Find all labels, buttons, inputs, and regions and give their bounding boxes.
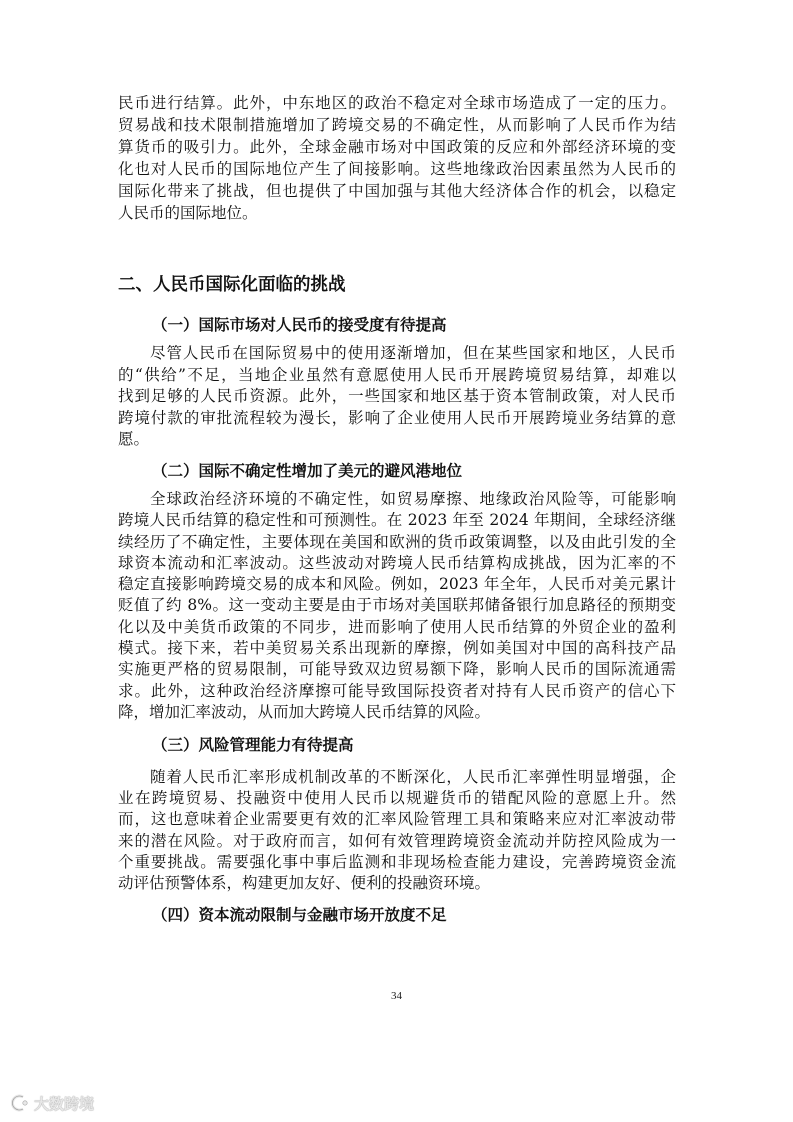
paragraph-line: 算货币的吸引力。此外，全球金融市场对中国政策的反应和外部经济环境的变 [118, 138, 676, 156]
paragraph-line: 续经历了不确定性，主要体现在美国和欧洲的货币政策调整，以及由此引发的全 [118, 532, 676, 551]
subsection-heading-3: （三）风险管理能力有待提高 [152, 736, 354, 754]
paragraph-line: 找到足够的人民币资源。此外，一些国家和地区基于资本管制政策，对人民币 [118, 387, 676, 405]
paragraph-line: 随着人民币汇率形成机制改革的不断深化，人民币汇率弹性明显增强，企 [150, 768, 676, 786]
paragraph-line: 实施更严格的贸易限制，可能导致双边贸易额下降，影响人民币的国际流通需 [118, 660, 676, 679]
paragraph-line: 的“供给”不足，当地企业虽然有意愿使用人民币开展跨境贸易结算，却难以 [118, 365, 676, 384]
paragraph-line: 业在跨境贸易、投融资中使用人民币以规避货币的错配风险的意愿上升。然 [118, 789, 676, 808]
paragraph-line: 贬值了约 8%。这一变动主要是由于市场对美国联邦储备银行加息路径的预期变 [118, 596, 676, 615]
page-number: 34 [391, 990, 402, 1002]
paragraph-subsection-1 [118, 343, 676, 451]
paragraph-line: 降，增加汇率波动，从而加大跨境人民币结算的风险。 [118, 702, 491, 721]
paragraph-line: 球资本流动和汇率波动。这些波动对跨境人民币结算构成挑战，因为汇率的不 [118, 553, 676, 572]
subsection-heading-2: （二）国际不确定性增加了美元的避风港地位 [152, 462, 463, 480]
paragraph-line: 来的潜在风险。对于政府而言，如何有效管理跨境资金流动并防控风险成为一 [118, 831, 676, 850]
paragraph-line: 贸易战和技术限制措施增加了跨境交易的不确定性，从而影响了人民币作为结 [118, 116, 676, 134]
paragraph-line: 个重要挑战。需要强化事中事后监测和非现场检查能力建设，完善跨境资金流 [118, 852, 676, 871]
paragraph-line: 模式。接下来，若中美贸易关系出现新的摩擦，例如美国对中国的高科技产品 [118, 639, 676, 658]
paragraph-continued [118, 92, 676, 224]
paragraph-line: 求。此外，这种政治经济摩擦可能导致国际投资者对持有人民币资产的信心下 [118, 681, 676, 700]
paragraph-line: 动评估预警体系，构建更加友好、便利的投融资环境。 [118, 874, 491, 893]
subsection-heading-1: （一）国际市场对人民币的接受度有待提高 [152, 316, 447, 334]
brand-logo-icon [8, 1093, 30, 1113]
paragraph-line: 民币进行结算。此外，中东地区的政治不稳定对全球市场造成了一定的压力。 [118, 94, 676, 112]
paragraph-line: 国际化带来了挑战，但也提供了中国加强与其他大经济体合作的机会，以稳定 [118, 182, 676, 200]
paragraph-line: 跨境付款的审批流程较为漫长，影响了企业使用人民币开展跨境业务结算的意 [118, 408, 676, 427]
subsection-heading-4: （四）资本流动限制与金融市场开放度不足 [152, 906, 447, 924]
watermark-text: 大数跨境 [34, 1094, 95, 1113]
watermark [8, 1092, 94, 1114]
paragraph-line: 全球政治经济环境的不确定性，如贸易摩擦、地缘政治风险等，可能影响 [150, 490, 676, 508]
paragraph-line: 人民币的国际地位。 [118, 204, 258, 222]
paragraph-line: 愿。 [118, 430, 150, 448]
paragraph-subsection-3 [118, 767, 676, 894]
paragraph-line: 尽管人民币在国际贸易中的使用逐渐增加，但在某些国家和地区，人民币 [150, 344, 676, 362]
paragraph-line: 稳定直接影响跨境交易的成本和风险。例如，2023 年全年，人民币对美元累计 [118, 575, 676, 594]
section-heading: 二、人民币国际化面临的挑战 [118, 275, 346, 295]
paragraph-subsection-2 [118, 489, 676, 723]
paragraph-line: 化以及中美货币政策的不同步，进而影响了使用人民币结算的外贸企业的盈利 [118, 617, 676, 636]
paragraph-line: 跨境人民币结算的稳定性和可预测性。在 2023 年至 2024 年期间，全球经济继 [118, 511, 676, 530]
paragraph-line: 化也对人民币的国际地位产生了间接影响。这些地缘政治因素虽然为人民币的 [118, 160, 676, 178]
paragraph-line: 而，这也意味着企业需要更有效的汇率风险管理工具和策略来应对汇率波动带 [118, 810, 676, 829]
